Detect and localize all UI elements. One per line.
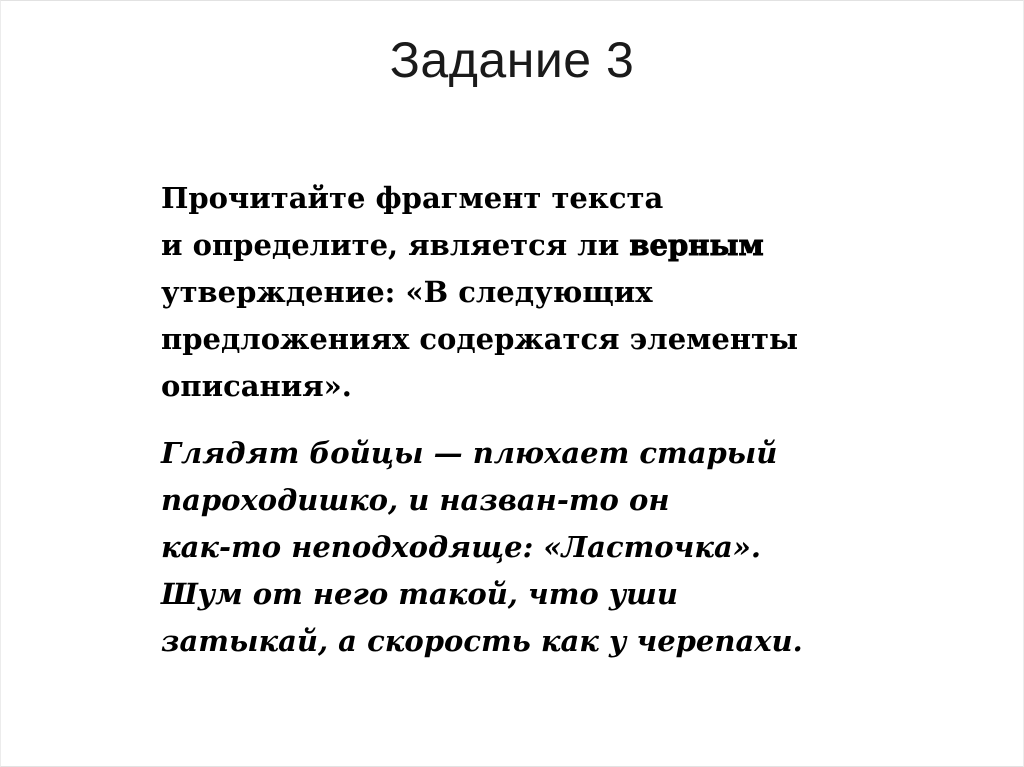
- task-paragraph: [161, 175, 901, 410]
- quote-paragraph: [161, 430, 901, 665]
- bold-emphasis-word: верным: [629, 228, 764, 262]
- task-line-text: и определите, является ли: [161, 228, 630, 262]
- quote-line: Шум от него такой, что уши: [161, 577, 678, 611]
- quote-line: пароходишко, и назван-то он: [161, 483, 670, 517]
- quote-line: как-то неподходяще: «Ласточка».: [161, 530, 762, 564]
- task-line: описания».: [161, 369, 352, 403]
- task-line: предложениях содержатся элементы: [161, 322, 799, 356]
- task-line: Прочитайте фрагмент текста: [161, 181, 664, 215]
- task-line: утверждение: «В следующих: [161, 275, 653, 309]
- quote-line: Глядят бойцы — плюхает старый: [161, 436, 778, 470]
- quote-line: затыкай, а скорость как у черепахи.: [161, 624, 803, 658]
- slide-title: Задание 3: [389, 32, 635, 88]
- task-line: [161, 222, 901, 269]
